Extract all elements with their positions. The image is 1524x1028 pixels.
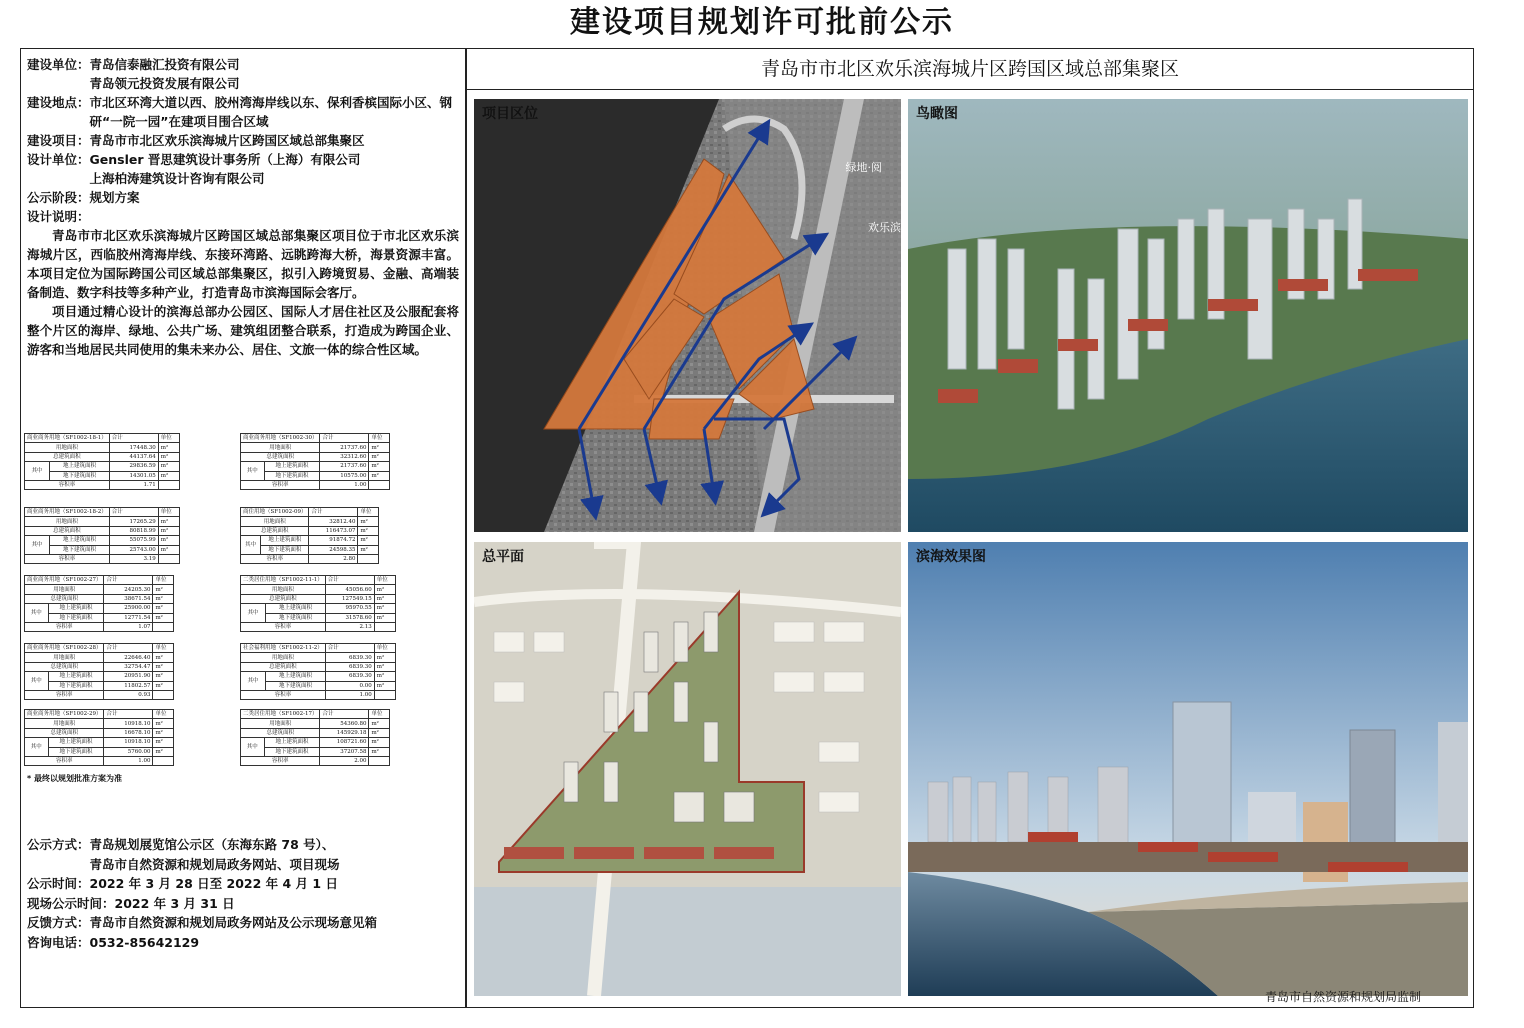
drawings-panel bbox=[466, 48, 1474, 1008]
table-total-head: 合计 bbox=[104, 644, 153, 653]
table-row-label: 总建筑面积 bbox=[25, 728, 104, 737]
table-unit: m² bbox=[158, 545, 179, 554]
table-row-label: 地下建筑面积 bbox=[261, 545, 309, 554]
table-cell: 37207.58 bbox=[320, 747, 369, 756]
table-unit-head: 单位 bbox=[369, 434, 390, 443]
table-cell: 32754.47 bbox=[104, 662, 153, 671]
table-total-head: 合计 bbox=[309, 508, 358, 517]
table-row-label: 用地面积 bbox=[25, 585, 104, 594]
table-cell: 11802.57 bbox=[104, 681, 153, 690]
note: * 最终以规划批准方案为准 bbox=[27, 774, 122, 783]
map-label: 欢乐滨 bbox=[868, 221, 901, 234]
desc-label: 设计说明： bbox=[27, 209, 90, 224]
table-unit bbox=[369, 480, 390, 489]
site-time-value: 2022 年 3 月 31 日 bbox=[114, 895, 235, 911]
table-cell: 5760.00 bbox=[104, 747, 153, 756]
table-row-label: 用地面积 bbox=[241, 653, 326, 662]
table-row-label: 总建筑面积 bbox=[241, 452, 320, 461]
info-panel bbox=[20, 48, 466, 1008]
table-cell: 20951.90 bbox=[104, 672, 153, 681]
table-cell: 1.00 bbox=[325, 690, 374, 699]
table-cell: 0.00 bbox=[325, 681, 374, 690]
table-cell: 21737.60 bbox=[320, 462, 369, 471]
table-of-which: 其中 bbox=[241, 536, 261, 555]
publicity-info bbox=[27, 835, 459, 952]
table-cell: 25900.00 bbox=[104, 604, 153, 613]
table-cell: 145929.18 bbox=[320, 728, 369, 737]
table-row-label: 总建筑面积 bbox=[25, 662, 104, 671]
table-head: 商业商务用地（SF1002-18-1） bbox=[25, 434, 110, 443]
table-of-which: 其中 bbox=[25, 738, 49, 757]
table-row-label: 用地面积 bbox=[25, 517, 110, 526]
aerial-label: 鸟瞰图 bbox=[916, 106, 958, 122]
table-row-label: 总建筑面积 bbox=[241, 594, 326, 603]
table-row-label: 地上建筑面积 bbox=[48, 738, 104, 747]
location-map bbox=[474, 99, 901, 532]
page-title: 建设项目规划许可批前公示 bbox=[570, 5, 954, 40]
table-unit-head: 单位 bbox=[153, 710, 174, 719]
table-unit: m² bbox=[374, 681, 395, 690]
indicator-table bbox=[24, 507, 180, 564]
table-row-label: 总建筑面积 bbox=[25, 594, 104, 603]
table-row-label: 容积率 bbox=[241, 622, 326, 631]
table-unit-head: 单位 bbox=[158, 434, 179, 443]
table-cell: 1.00 bbox=[104, 756, 153, 765]
table-row-label: 地下建筑面积 bbox=[50, 545, 110, 554]
table-unit: m² bbox=[158, 462, 179, 471]
table-cell: 38671.54 bbox=[104, 594, 153, 603]
table-cell: 10575.00 bbox=[320, 471, 369, 480]
table-unit: m² bbox=[374, 653, 395, 662]
table-unit: m² bbox=[369, 728, 390, 737]
indicator-table bbox=[240, 507, 379, 564]
table-head: 商业商务用地（SF1002-29） bbox=[25, 710, 104, 719]
table-of-which: 其中 bbox=[241, 462, 265, 481]
table-row-label: 地下建筑面积 bbox=[48, 681, 104, 690]
table-cell: 3.19 bbox=[109, 554, 158, 563]
table-row-label: 总建筑面积 bbox=[241, 728, 320, 737]
table-cell: 6839.30 bbox=[325, 672, 374, 681]
table-unit: m² bbox=[153, 738, 174, 747]
indicator-table bbox=[24, 709, 174, 766]
method-value: 青岛市自然资源和规划局政务网站、项目现场 bbox=[89, 856, 340, 872]
table-row-label: 地上建筑面积 bbox=[266, 604, 326, 613]
table-of-which: 其中 bbox=[25, 462, 50, 481]
table-row-label: 地下建筑面积 bbox=[48, 613, 104, 622]
table-row-label: 容积率 bbox=[25, 480, 110, 489]
table-unit: m² bbox=[374, 604, 395, 613]
table-cell: 2.13 bbox=[325, 622, 374, 631]
table-unit-head: 单位 bbox=[153, 576, 174, 585]
indicator-table bbox=[240, 575, 396, 632]
table-cell: 10918.10 bbox=[104, 719, 153, 728]
unit-value: 青岛领元投资发展有限公司 bbox=[89, 76, 240, 91]
table-unit: m² bbox=[153, 672, 174, 681]
unit-value: 青岛信泰融汇投资有限公司 bbox=[89, 57, 240, 72]
table-unit bbox=[153, 690, 174, 699]
table-unit: m² bbox=[369, 738, 390, 747]
table-unit-head: 单位 bbox=[374, 644, 395, 653]
table-unit: m² bbox=[158, 517, 179, 526]
table-row-label: 地下建筑面积 bbox=[48, 747, 104, 756]
table-row-label: 地下建筑面积 bbox=[266, 681, 326, 690]
feedback-value: 青岛市自然资源和规划局政务网站及公示现场意见箱 bbox=[89, 915, 378, 930]
table-cell: 32812.40 bbox=[309, 517, 358, 526]
design-value: Gensler 晋思建筑设计事务所（上海）有限公司 bbox=[89, 152, 361, 167]
table-row-label: 容积率 bbox=[241, 756, 320, 765]
table-unit: m² bbox=[358, 536, 379, 545]
table-row-label: 用地面积 bbox=[241, 443, 320, 452]
table-row-label: 地上建筑面积 bbox=[261, 536, 309, 545]
table-cell: 12771.54 bbox=[104, 613, 153, 622]
table-unit: m² bbox=[158, 443, 179, 452]
stage-value: 规划方案 bbox=[89, 190, 140, 205]
table-row-label: 地下建筑面积 bbox=[264, 747, 320, 756]
table-row-label: 容积率 bbox=[241, 554, 309, 563]
render-label: 滨海效果图 bbox=[916, 549, 986, 565]
table-unit: m² bbox=[369, 471, 390, 480]
project-value: 青岛市市北区欢乐滨海城片区跨国区域总部集聚区 bbox=[89, 133, 365, 148]
table-cell: 6839.30 bbox=[325, 662, 374, 671]
location-label: 项目区位 bbox=[482, 106, 538, 122]
time-label: 公示时间： bbox=[27, 876, 90, 891]
table-row-label: 用地面积 bbox=[241, 585, 326, 594]
desc-paragraph: 青岛市市北区欢乐滨海城片区跨国区域总部集聚区项目位于市北区欢乐滨海城片区，西临胶州湾海岸线、东接环湾路、远眺跨海大桥，海景资源丰富。本项目定位为国际跨国公司区域总部集聚区，拟引入跨境贸易、金融、高端装备制造、数字科技等多种产业，打造青岛市滨海国际会客厅。 bbox=[27, 228, 459, 300]
table-row-label: 地上建筑面积 bbox=[48, 604, 104, 613]
table-unit-head: 单位 bbox=[158, 508, 179, 517]
table-unit: m² bbox=[153, 662, 174, 671]
table-row-label: 地下建筑面积 bbox=[264, 471, 320, 480]
table-row-label: 容积率 bbox=[241, 480, 320, 489]
table-head: 二类居住用地（SF1002-17） bbox=[241, 710, 320, 719]
table-cell: 17448.30 bbox=[109, 443, 158, 452]
table-head: 商业商务用地（SF1002-27） bbox=[25, 576, 104, 585]
table-unit-head: 单位 bbox=[153, 644, 174, 653]
aerial-image bbox=[908, 99, 1468, 532]
table-cell: 1.71 bbox=[109, 480, 158, 489]
table-cell: 22646.40 bbox=[104, 653, 153, 662]
design-label: 设计单位： bbox=[27, 152, 90, 167]
table-row-label: 地上建筑面积 bbox=[50, 536, 110, 545]
indicator-table bbox=[24, 643, 174, 700]
table-cell: 1.07 bbox=[104, 622, 153, 631]
project-info bbox=[27, 55, 459, 359]
table-head: 商业商务用地（SF1002-30） bbox=[241, 434, 320, 443]
table-row-label: 容积率 bbox=[25, 690, 104, 699]
table-row-label: 用地面积 bbox=[241, 719, 320, 728]
table-row-label: 地上建筑面积 bbox=[50, 462, 110, 471]
table-row-label: 用地面积 bbox=[25, 653, 104, 662]
table-unit: m² bbox=[153, 728, 174, 737]
table-total-head: 合计 bbox=[320, 434, 369, 443]
table-cell: 108721.60 bbox=[320, 738, 369, 747]
credit: 青岛市自然资源和规划局监制 bbox=[1264, 990, 1421, 1004]
table-unit: m² bbox=[358, 526, 379, 535]
table-unit: m² bbox=[153, 604, 174, 613]
table-unit: m² bbox=[369, 443, 390, 452]
table-unit: m² bbox=[158, 471, 179, 480]
table-unit: m² bbox=[153, 747, 174, 756]
table-unit-head: 单位 bbox=[358, 508, 379, 517]
table-unit: m² bbox=[374, 662, 395, 671]
table-row-label: 用地面积 bbox=[25, 719, 104, 728]
table-cell: 29836.59 bbox=[109, 462, 158, 471]
table-cell: 32312.60 bbox=[320, 452, 369, 461]
table-unit: m² bbox=[158, 526, 179, 535]
table-cell: 1.00 bbox=[320, 480, 369, 489]
table-cell: 45056.60 bbox=[325, 585, 374, 594]
feedback-label: 反馈方式： bbox=[27, 915, 90, 930]
master-plan bbox=[474, 542, 901, 996]
table-row-label: 地上建筑面积 bbox=[48, 672, 104, 681]
location-map-drawing bbox=[474, 99, 901, 532]
table-of-which: 其中 bbox=[241, 604, 266, 623]
table-head: 二类居住用地（SF1002-11-1） bbox=[241, 576, 326, 585]
table-unit bbox=[358, 554, 379, 563]
table-cell: 91874.72 bbox=[309, 536, 358, 545]
waterfront-image bbox=[908, 542, 1468, 996]
table-unit: m² bbox=[153, 613, 174, 622]
table-unit bbox=[374, 690, 395, 699]
table-unit bbox=[158, 480, 179, 489]
table-unit bbox=[158, 554, 179, 563]
table-unit: m² bbox=[153, 719, 174, 728]
table-unit: m² bbox=[374, 585, 395, 594]
table-cell: 16678.10 bbox=[104, 728, 153, 737]
site-value: 市北区环湾大道以西、胶州湾海岸线以东、保利香槟国际小区、钢研“一院一园”在建项目围合区域 bbox=[89, 95, 453, 129]
project-label: 建设项目： bbox=[27, 133, 90, 148]
stage-label: 公示阶段： bbox=[27, 190, 90, 205]
table-row-label: 总建筑面积 bbox=[25, 452, 110, 461]
table-row-label: 容积率 bbox=[241, 690, 326, 699]
table-unit bbox=[369, 756, 390, 765]
table-of-which: 其中 bbox=[241, 672, 266, 691]
table-unit: m² bbox=[369, 719, 390, 728]
table-unit: m² bbox=[374, 594, 395, 603]
table-row-label: 用地面积 bbox=[241, 517, 309, 526]
table-row-label: 地下建筑面积 bbox=[50, 471, 110, 480]
table-cell: 116473.07 bbox=[309, 526, 358, 535]
table-cell: 95970.55 bbox=[325, 604, 374, 613]
table-cell: 2.80 bbox=[309, 554, 358, 563]
table-of-which: 其中 bbox=[25, 536, 50, 555]
table-row-label: 用地面积 bbox=[25, 443, 110, 452]
phone-value: 0532-85642129 bbox=[89, 934, 200, 950]
table-total-head: 合计 bbox=[104, 710, 153, 719]
table-cell: 25743.00 bbox=[109, 545, 158, 554]
plan-label: 总平面 bbox=[482, 549, 524, 565]
table-cell: 10918.10 bbox=[104, 738, 153, 747]
table-row-label: 总建筑面积 bbox=[25, 526, 110, 535]
desc-paragraph: 项目通过精心设计的滨海总部办公园区、国际人才居住社区及公服配套将整个片区的海岸、绿地、公共广场、建筑组团整合联系，打造成为跨国企业、游客和当地居民共同使用的集未来办公、居住、文旅一体的综合性区域。 bbox=[27, 304, 459, 357]
project-title: 青岛市市北区欢乐滨海城片区跨国区域总部集聚区 bbox=[467, 49, 1473, 90]
table-unit bbox=[153, 622, 174, 631]
table-row-label: 容积率 bbox=[25, 554, 110, 563]
table-unit: m² bbox=[358, 545, 379, 554]
table-row-label: 地上建筑面积 bbox=[266, 672, 326, 681]
table-row-label: 总建筑面积 bbox=[241, 662, 326, 671]
table-row-label: 地上建筑面积 bbox=[264, 738, 320, 747]
table-row-label: 地上建筑面积 bbox=[264, 462, 320, 471]
table-total-head: 合计 bbox=[104, 576, 153, 585]
table-unit: m² bbox=[358, 517, 379, 526]
waterfront-render bbox=[908, 542, 1468, 996]
indicator-table bbox=[240, 709, 390, 766]
table-cell: 17265.29 bbox=[109, 517, 158, 526]
indicator-table bbox=[240, 643, 396, 700]
table-unit: m² bbox=[153, 594, 174, 603]
table-cell: 6839.30 bbox=[325, 653, 374, 662]
table-cell: 127549.15 bbox=[325, 594, 374, 603]
table-row-label: 地下建筑面积 bbox=[266, 613, 326, 622]
method-value: 青岛规划展览馆公示区（东海东路 78 号）、 bbox=[89, 837, 335, 852]
sea-area bbox=[474, 887, 901, 996]
table-unit-head: 单位 bbox=[369, 710, 390, 719]
table-unit: m² bbox=[153, 681, 174, 690]
table-total-head: 合计 bbox=[325, 644, 374, 653]
table-unit-head: 单位 bbox=[374, 576, 395, 585]
table-unit: m² bbox=[369, 462, 390, 471]
table-cell: 24598.35 bbox=[309, 545, 358, 554]
table-total-head: 合计 bbox=[109, 508, 158, 517]
table-unit bbox=[153, 756, 174, 765]
table-unit: m² bbox=[369, 747, 390, 756]
phone-label: 咨询电话： bbox=[27, 934, 90, 950]
table-unit: m² bbox=[374, 672, 395, 681]
table-unit bbox=[374, 622, 395, 631]
map-label: 绿地·阅 bbox=[845, 161, 882, 174]
indicator-table bbox=[24, 433, 180, 490]
table-cell: 2.00 bbox=[320, 756, 369, 765]
table-head: 商住用地（SF1002-09） bbox=[241, 508, 309, 517]
table-cell: 31578.60 bbox=[325, 613, 374, 622]
table-row-label: 容积率 bbox=[25, 756, 104, 765]
table-cell: 14301.05 bbox=[109, 471, 158, 480]
table-unit: m² bbox=[153, 585, 174, 594]
site-label: 建设地点： bbox=[27, 95, 90, 110]
aerial-view bbox=[908, 99, 1468, 532]
table-unit: m² bbox=[158, 452, 179, 461]
table-row-label: 总建筑面积 bbox=[241, 526, 309, 535]
table-total-head: 合计 bbox=[325, 576, 374, 585]
table-row-label: 容积率 bbox=[25, 622, 104, 631]
unit-label: 建设单位： bbox=[27, 57, 90, 72]
method-label: 公示方式： bbox=[27, 837, 90, 852]
table-head: 商业商务用地（SF1002-28） bbox=[25, 644, 104, 653]
master-plan-drawing bbox=[474, 542, 901, 996]
table-unit: m² bbox=[374, 613, 395, 622]
table-cell: 80818.99 bbox=[109, 526, 158, 535]
table-cell: 55075.99 bbox=[109, 536, 158, 545]
table-unit: m² bbox=[153, 653, 174, 662]
table-cell: 24205.30 bbox=[104, 585, 153, 594]
table-total-head: 合计 bbox=[320, 710, 369, 719]
table-of-which: 其中 bbox=[25, 672, 49, 691]
design-value: 上海柏涛建筑设计咨询有限公司 bbox=[89, 171, 265, 186]
table-cell: 0.93 bbox=[104, 690, 153, 699]
table-cell: 21737.60 bbox=[320, 443, 369, 452]
table-of-which: 其中 bbox=[241, 738, 265, 757]
table-head: 社会福利用地（SF1002-11-2） bbox=[241, 644, 326, 653]
indicator-table bbox=[240, 433, 390, 490]
table-cell: 54360.80 bbox=[320, 719, 369, 728]
table-head: 商业商务用地（SF1002-18-2） bbox=[25, 508, 110, 517]
site-time-label: 现场公示时间： bbox=[27, 895, 115, 911]
table-total-head: 合计 bbox=[109, 434, 158, 443]
indicator-table bbox=[24, 575, 174, 632]
table-unit: m² bbox=[369, 452, 390, 461]
table-unit: m² bbox=[158, 536, 179, 545]
time-value: 2022 年 3 月 28 日至 2022 年 4 月 1 日 bbox=[89, 876, 338, 891]
table-cell: 44137.64 bbox=[109, 452, 158, 461]
table-of-which: 其中 bbox=[25, 604, 49, 623]
